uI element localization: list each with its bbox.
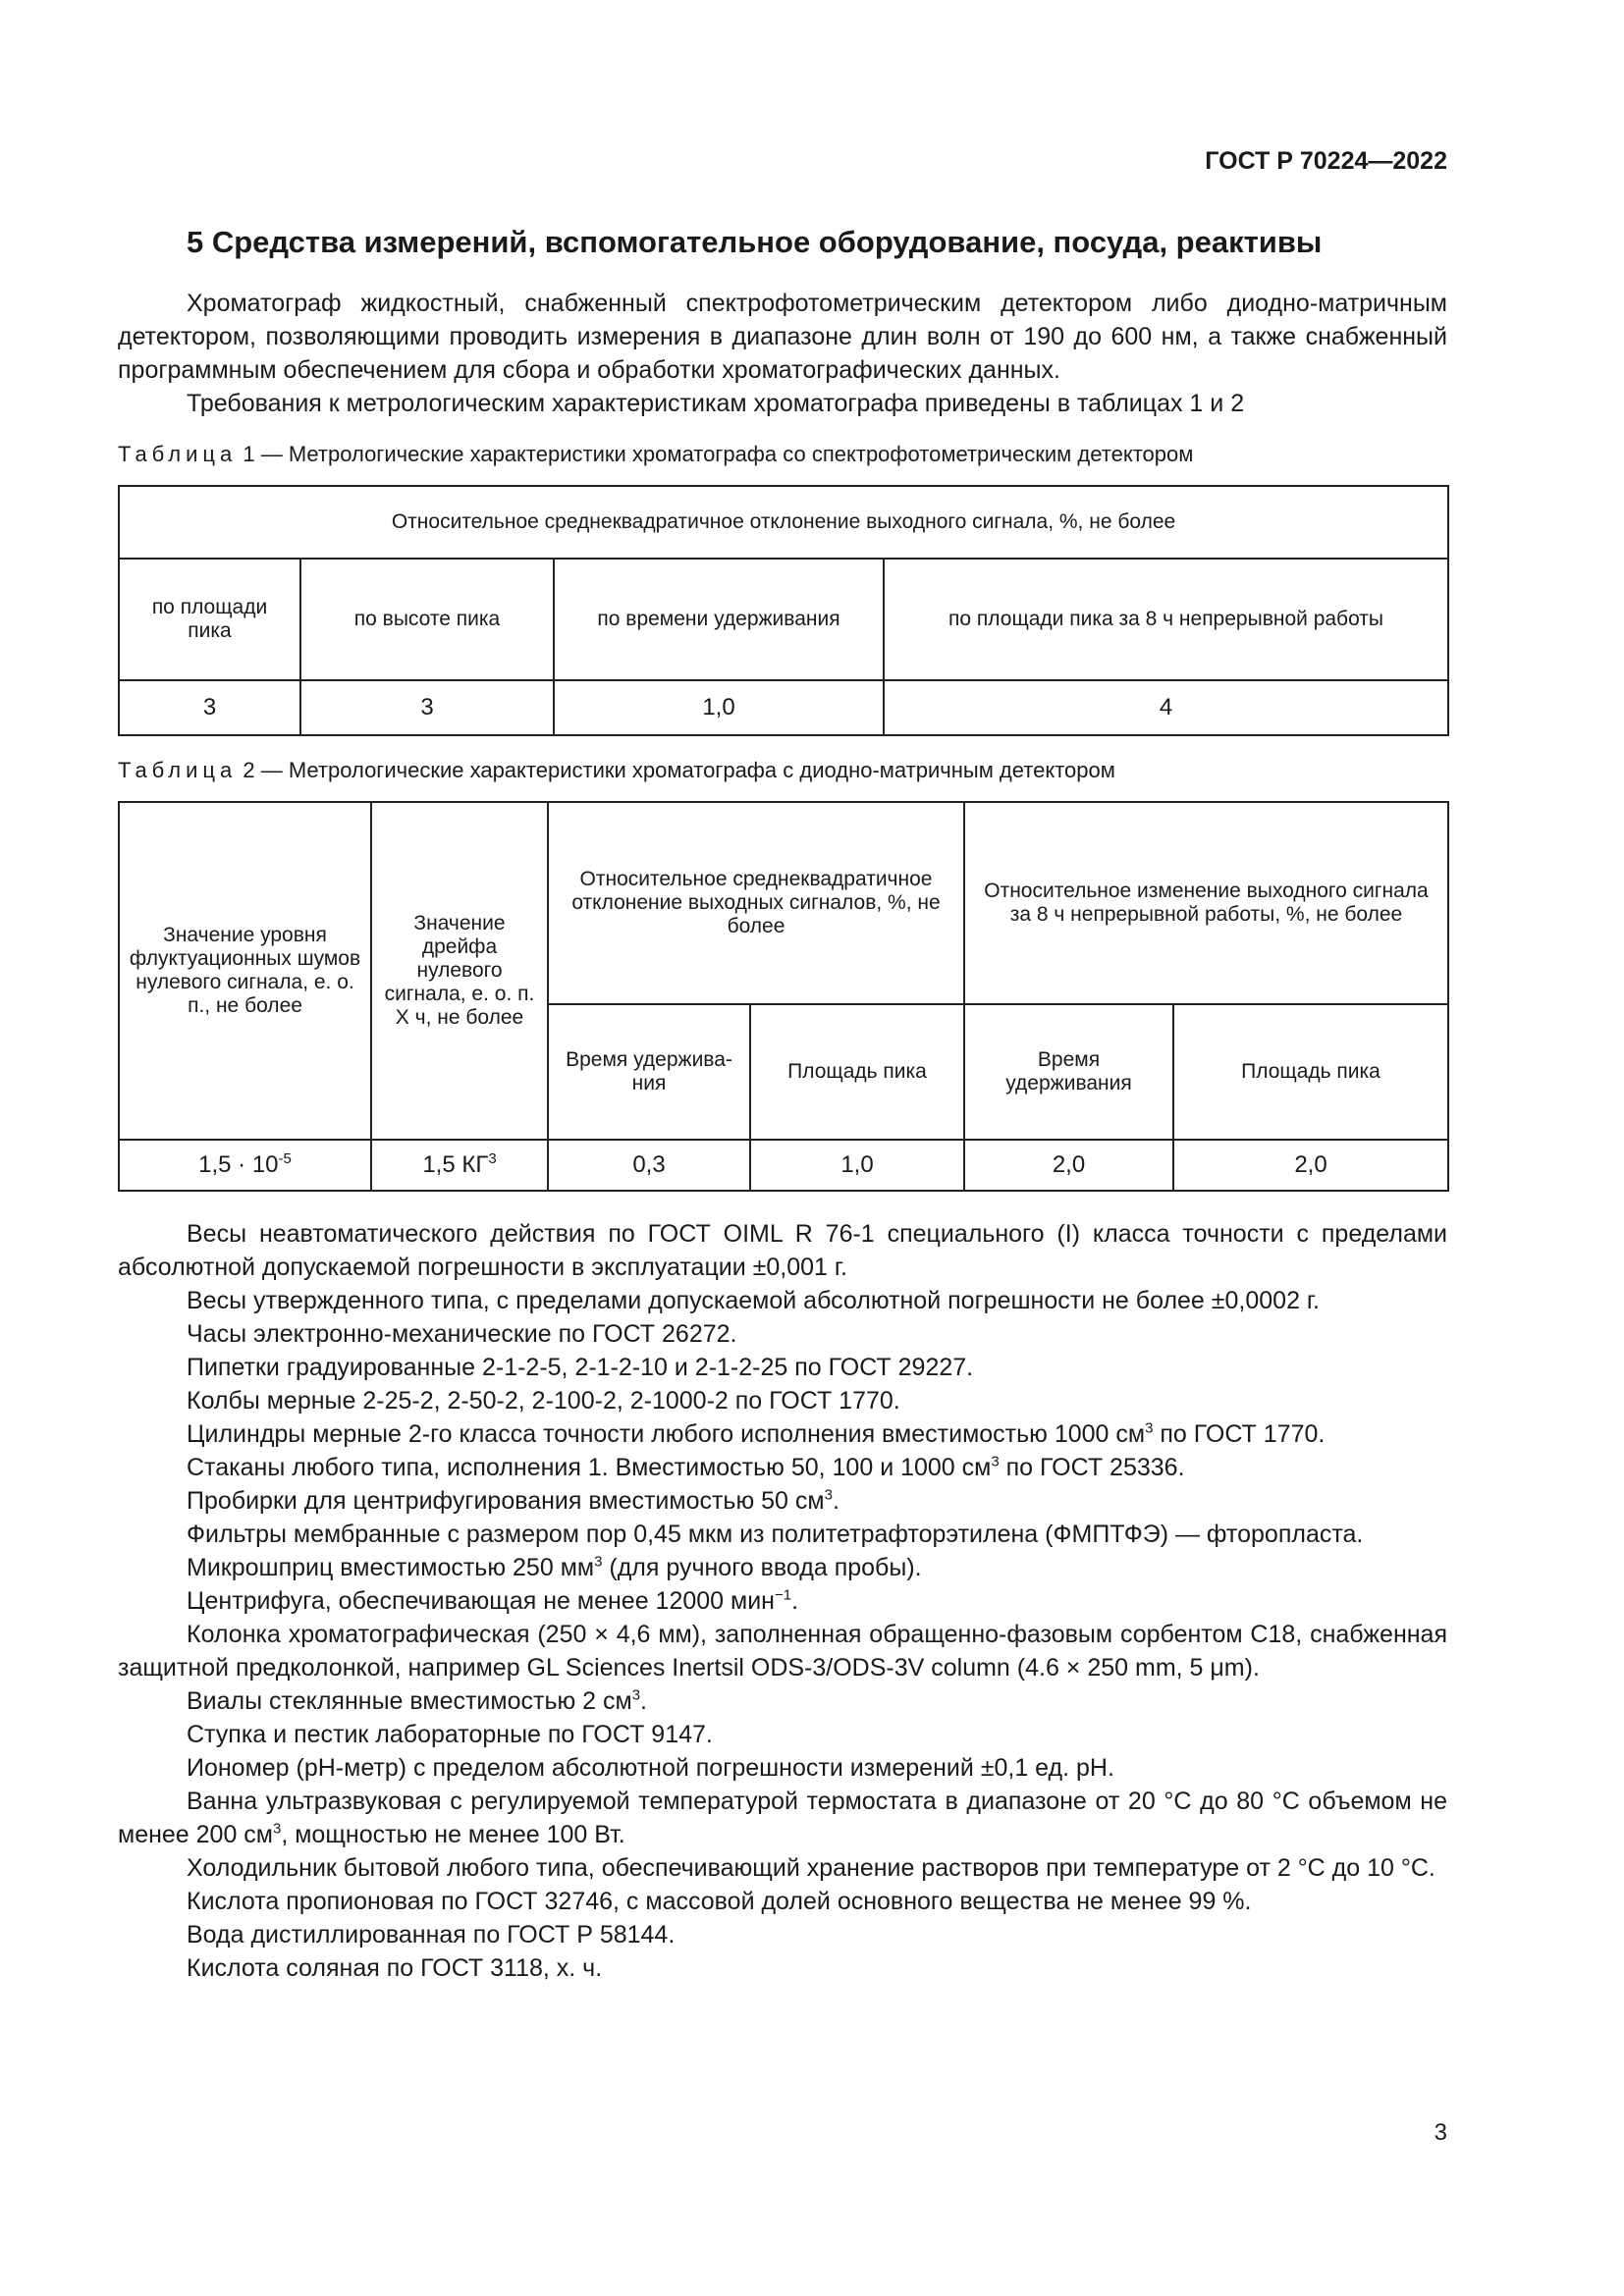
equipment-item (118, 1351, 1447, 1384)
table2-value-noise-base: 1,5 · 10 (198, 1151, 279, 1178)
table2-value: 2,0 (964, 1140, 1173, 1191)
equipment-item-text-tail: (для ручного ввода пробы). (602, 1554, 922, 1581)
section-title: 5 Средства измерений, вспомогательное оборудование, посуда, реактивы (187, 225, 1323, 259)
equipment-item-text: Стаканы любого типа, исполнения 1. Вместимостью 50, 100 и 1000 см (187, 1454, 992, 1481)
equipment-item (118, 1551, 1447, 1584)
page-number: 3 (1434, 2119, 1447, 2146)
equipment-item-text-tail: по ГОСТ 25336. (999, 1454, 1185, 1481)
equipment-item-text: Кислота соляная по ГОСТ 3118, х. ч. (187, 1954, 603, 1982)
table1-value: 4 (884, 680, 1448, 735)
equipment-item-text: Ступка и пестик лабораторные по ГОСТ 9147. (187, 1721, 713, 1748)
equipment-item (118, 1785, 1447, 1851)
equipment-item-text: Ванна ультразвуковая с регулируемой температурой термостата в диапазоне от 20 °С до 80 °С объемом не менее 200 см (118, 1788, 1447, 1848)
equipment-item-superscript: 3 (631, 1686, 641, 1704)
table2-value-drift-exp: 3 (488, 1150, 497, 1167)
equipment-item-superscript: 3 (824, 1486, 833, 1504)
equipment-item (118, 1584, 1447, 1618)
equipment-item-text: Колбы мерные 2-25-2, 2-50-2, 2-100-2, 2-1000-2 по ГОСТ 1770. (187, 1387, 900, 1415)
equipment-item (118, 1484, 1447, 1518)
equipment-item-text-tail: . (832, 1487, 839, 1515)
equipment-item (118, 1317, 1447, 1351)
equipment-item-superscript: 3 (991, 1453, 1000, 1470)
table2-value-noise (119, 1140, 371, 1191)
equipment-item-text: Фильтры мембранные с размером пор 0,45 мкм из политетрафторэтилена (ФМПТФЭ) — фторопласта. (187, 1521, 1364, 1548)
equipment-item-text: Пробирки для центрифугирования вместимостью 50 см (187, 1487, 825, 1515)
table2-col1-header: Значение уровня флуктуационных шумов нулевого сигнала, е. о. п., не более (119, 802, 371, 1140)
equipment-item (118, 1684, 1447, 1718)
table2-value-noise-exp: -5 (278, 1150, 292, 1167)
table1-caption (118, 442, 1193, 467)
equipment-item-text-tail: по ГОСТ 1770. (1153, 1420, 1326, 1448)
equipment-item-text: Иономер (рН-метр) с пределом абсолютной погрешности измерений ±0,1 ед. рН. (187, 1754, 1114, 1782)
equipment-item-superscript: 3 (594, 1553, 603, 1571)
table1-value: 1,0 (554, 680, 884, 735)
table2-caption (118, 758, 1115, 783)
equipment-item-text: Колонка хроматографическая (250 × 4,6 мм), заполненная обращенно-фазовым сорбентом С18, снабженная защитной предколонкой, например GL Sciences Inertsil ODS-3/ODS-3V column (4.6 × 250 mm, 5 μm). (118, 1621, 1447, 1682)
equipment-item (118, 1451, 1447, 1484)
equipment-item-text-tail: . (791, 1587, 799, 1615)
equipment-item (118, 1217, 1447, 1284)
table2-sub-header: Время удержива-ния (548, 1004, 750, 1140)
table1-caption-text: 1 — Метрологические характеристики хроматографа со спектрофотометрическим детектором (243, 442, 1194, 466)
table1-col-header: по времени удерживания (554, 559, 884, 680)
table2-value: 0,3 (548, 1140, 750, 1191)
table1-caption-word: Таблица (118, 442, 238, 466)
equipment-item-text: Цилиндры мерные 2-го класса точности любого исполнения вместимостью 1000 см (187, 1420, 1146, 1448)
table1-group-header: Относительное среднеквадратичное отклонение выходного сигнала, %, не более (119, 486, 1448, 559)
equipment-item (118, 1384, 1447, 1417)
equipment-item (118, 1885, 1447, 1918)
equipment-item-text-tail: , мощностью не менее 100 Вт. (281, 1821, 625, 1848)
table2-sub-header: Время удерживания (964, 1004, 1173, 1140)
equipment-item-text: Пипетки градуированные 2-1-2-5, 2-1-2-10 и 2-1-2-25 по ГОСТ 29227. (187, 1354, 974, 1381)
equipment-item-text: Центрифуга, обеспечивающая не менее 12000 мин (187, 1587, 775, 1615)
equipment-item-text: Виалы стеклянные вместимостью 2 см (187, 1687, 632, 1715)
equipment-item-text-tail: . (640, 1687, 647, 1715)
equipment-item (118, 1417, 1447, 1451)
intro-paragraph: Хроматограф жидкостный, снабженный спектрофотометрическим детектором либо диодно-матричным детектором, позволяющими проводить измерения в диапазоне длин волн от 190 до 600 нм, а также снабженный программным обеспечением для сбора и обработки хроматографических данных. (118, 290, 1447, 384)
equipment-item-text: Весы неавтоматического действия по ГОСТ OIML R 76-1 специального (I) класса точности с пределами абсолютной допускаемой погрешности в эксплуатации ±0,001 г. (118, 1220, 1447, 1281)
intro-paragraph: Требования к метрологическим характеристикам хроматографа приведены в таблицах 1 и 2 (187, 390, 1245, 417)
equipment-item (118, 1618, 1447, 1684)
table2-group1-header: Относительное среднеквадратичное отклонение выходных сигналов, %, не более (548, 802, 964, 1004)
table2-value: 2,0 (1173, 1140, 1448, 1191)
equipment-item-text: Микрошприц вместимостью 250 мм (187, 1554, 595, 1581)
table2-sub-header: Площадь пика (1173, 1004, 1448, 1140)
table2-value: 1,0 (750, 1140, 964, 1191)
equipment-item (118, 1718, 1447, 1751)
equipment-item (118, 1751, 1447, 1785)
equipment-item-text: Часы электронно-механические по ГОСТ 26272. (187, 1320, 737, 1348)
table1-value: 3 (300, 680, 554, 735)
equipment-item-superscript: −1 (774, 1586, 792, 1604)
table2-sub-header: Площадь пика (750, 1004, 964, 1140)
table2-caption-word: Таблица (118, 758, 238, 782)
equipment-item (118, 1284, 1447, 1317)
equipment-item-superscript: 3 (1145, 1419, 1154, 1437)
equipment-item-text: Вода дистиллированная по ГОСТ Р 58144. (187, 1921, 676, 1949)
table1-col-header: по площади пика за 8 ч непрерывной работы (884, 559, 1448, 680)
equipment-item (118, 1851, 1447, 1885)
table2-group2-header: Относительное изменение выходного сигнала за 8 ч непрерывной работы, %, не более (964, 802, 1448, 1004)
table2-caption-text: 2 — Метрологические характеристики хроматографа с диодно-матричным детектором (243, 758, 1115, 782)
equipment-item-text: Кислота пропионовая по ГОСТ 32746, с массовой долей основного вещества не менее 99 %. (187, 1888, 1252, 1915)
equipment-item-superscript: 3 (273, 1820, 282, 1838)
page-header-standard: ГОСТ Р 70224—2022 (1205, 147, 1447, 175)
table2-col2-header: Значение дрейфа нулевого сигнала, е. о. п. X ч, не более (371, 802, 548, 1140)
equipment-item-text: Весы утвержденного типа, с пределами допускаемой абсолютной погрешности не более ±0,0002 г. (187, 1287, 1320, 1314)
equipment-item (118, 1951, 1447, 1985)
intro-text (118, 287, 1447, 420)
table1-col-header: по высоте пика (300, 559, 554, 680)
table1-value: 3 (119, 680, 300, 735)
table1 (118, 485, 1449, 736)
table2-value-drift-base: 1,5 КГ (422, 1151, 489, 1178)
equipment-list (118, 1217, 1447, 1985)
equipment-item (118, 1918, 1447, 1951)
equipment-item (118, 1518, 1447, 1551)
equipment-item-text: Холодильник бытовой любого типа, обеспечивающий хранение растворов при температуре от 2 °С до 10 °С. (187, 1854, 1435, 1882)
table1-col-header: по площади пика (119, 559, 300, 680)
table2-value-drift (371, 1140, 548, 1191)
table2 (118, 801, 1449, 1192)
